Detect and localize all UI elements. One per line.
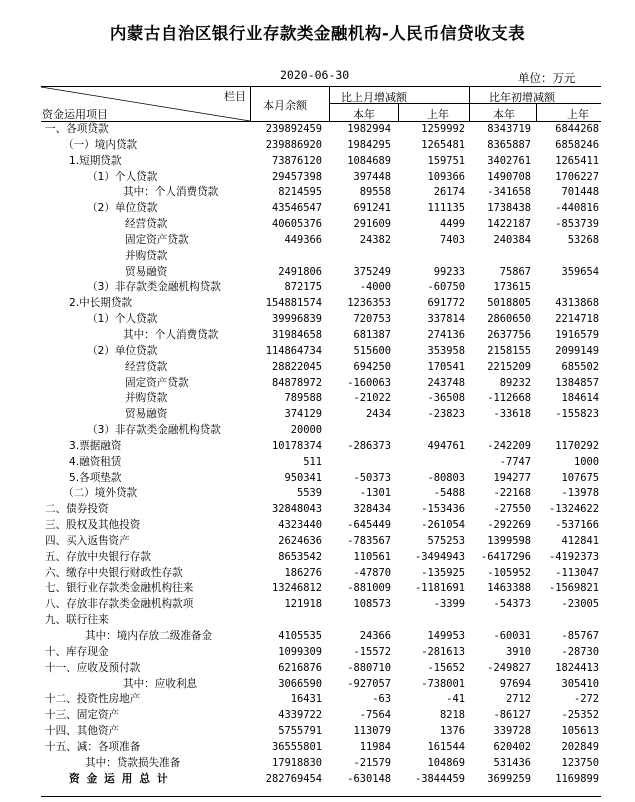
cell-value: 8365887 — [487, 138, 531, 151]
cell-value: 28822045 — [271, 360, 322, 373]
cell-value: 685502 — [561, 360, 599, 373]
row-label: 并购贷款 — [125, 249, 168, 262]
table-row — [41, 613, 601, 629]
cell-value: 89558 — [359, 186, 391, 199]
table-row — [41, 550, 601, 566]
table-row — [41, 423, 601, 439]
table-row — [41, 138, 601, 154]
cell-value: -153436 — [421, 503, 465, 516]
cell-value: -3494943 — [414, 550, 465, 563]
cell-value: 1738438 — [487, 202, 531, 215]
header-divider — [536, 103, 537, 121]
row-label: 四、买入返售资产 — [45, 534, 130, 547]
cell-value: 1170292 — [555, 439, 599, 452]
cell-value: 1490708 — [487, 170, 531, 183]
cell-value: 43546547 — [271, 202, 322, 215]
cell-value: 107675 — [561, 471, 599, 484]
cell-value: -86127 — [493, 709, 531, 722]
unit-label: 单位：万元 — [518, 71, 576, 85]
cell-value: 3066590 — [278, 677, 322, 690]
cell-value: -5488 — [433, 487, 465, 500]
table-row — [41, 122, 601, 138]
row-label: （二）境外贷款 — [63, 487, 138, 500]
cell-value: -1301 — [359, 487, 391, 500]
cell-value: 4323440 — [278, 519, 322, 532]
cell-value: 3910 — [505, 645, 531, 658]
row-label: 十、库存现金 — [45, 645, 109, 658]
cell-value: 75867 — [499, 265, 531, 278]
row-label: 二、债券投资 — [45, 503, 109, 516]
cell-value: 1384857 — [555, 376, 599, 389]
cell-value: 1236353 — [347, 297, 391, 310]
cell-value: 53268 — [567, 233, 599, 246]
cell-value: -630148 — [347, 772, 391, 785]
table-row — [41, 328, 601, 344]
cell-value: -33618 — [493, 408, 531, 421]
header-column-label: 栏目 — [224, 90, 246, 103]
cell-value: -1181691 — [414, 582, 465, 595]
cell-value: -1569821 — [548, 582, 599, 595]
cell-value: -272 — [573, 693, 599, 706]
cell-value: 10178374 — [271, 439, 322, 452]
cell-value: 1084689 — [347, 154, 391, 167]
cell-value: 24366 — [359, 630, 391, 642]
row-label: 经营贷款 — [125, 360, 168, 373]
cell-value: -15652 — [427, 661, 465, 674]
cell-value: -645449 — [347, 519, 391, 532]
cell-value: 274136 — [427, 328, 465, 341]
table-row — [41, 170, 601, 186]
cell-value: 6216876 — [278, 661, 322, 674]
table-row — [41, 566, 601, 582]
row-label: 八、存放非存款类金融机构款项 — [45, 598, 194, 611]
cell-value: 2214718 — [555, 313, 599, 326]
table-row — [41, 629, 601, 645]
table-row — [41, 518, 601, 534]
cell-value: 691241 — [353, 202, 391, 215]
cell-value: 239892459 — [265, 123, 322, 135]
row-label: （一）境内贷款 — [63, 138, 138, 151]
cell-value: 2491806 — [278, 265, 322, 278]
cell-value: 16431 — [290, 693, 322, 706]
cell-value: 789588 — [284, 392, 322, 405]
cell-value: 397448 — [353, 170, 391, 183]
cell-value: 8653542 — [278, 550, 322, 563]
cell-value: 105613 — [561, 725, 599, 738]
cell-value: -341658 — [487, 186, 531, 199]
table-row — [41, 724, 601, 740]
row-label: 5.各项垫款 — [69, 471, 122, 484]
table-row — [41, 391, 601, 407]
cell-value: -85767 — [561, 630, 599, 642]
row-label: （1）个人贷款 — [87, 170, 158, 183]
row-label: 十五、减：各项准备 — [45, 740, 141, 753]
row-label: 其中：应收利息 — [123, 677, 198, 690]
cell-value: -113047 — [555, 566, 599, 579]
table-row — [41, 407, 601, 423]
cell-value: -738001 — [421, 677, 465, 690]
cell-value: 375249 — [353, 265, 391, 278]
cell-value: 694250 — [353, 360, 391, 373]
cell-value: 1169899 — [555, 772, 599, 785]
table-row — [41, 471, 601, 487]
cell-value: 108573 — [353, 598, 391, 611]
table-body — [41, 122, 601, 787]
cell-value: 4313868 — [555, 297, 599, 310]
cell-value: 2215209 — [487, 360, 531, 373]
header-divider — [398, 103, 399, 121]
cell-value: 186276 — [284, 566, 322, 579]
cell-value: 97694 — [499, 677, 531, 690]
cell-value: -880710 — [347, 661, 391, 674]
cell-value: 305410 — [561, 677, 599, 690]
cell-value: 681387 — [353, 328, 391, 341]
cell-value: -7747 — [499, 455, 531, 468]
table-row — [41, 661, 601, 677]
row-label: 1.短期贷款 — [69, 154, 122, 167]
table-row — [41, 756, 601, 772]
table-row — [41, 677, 601, 693]
cell-value: 328434 — [353, 503, 391, 516]
cell-value: -927057 — [347, 677, 391, 690]
cell-value: 159751 — [427, 154, 465, 167]
cell-value: 5755791 — [278, 725, 322, 738]
cell-value: -47870 — [353, 566, 391, 579]
table-header — [41, 86, 601, 122]
cell-value: 110561 — [353, 550, 391, 563]
cell-value: 24382 — [359, 233, 391, 246]
header-this-year: 本年 — [353, 108, 375, 121]
cell-value: 17918830 — [271, 756, 322, 769]
cell-value: 1399598 — [487, 534, 531, 547]
table-row — [41, 154, 601, 170]
cell-value: 123750 — [561, 756, 599, 769]
row-label: 三、股权及其他投资 — [45, 519, 141, 532]
cell-value: 359654 — [561, 265, 599, 278]
cell-value: 6844268 — [555, 123, 599, 135]
table-row — [41, 581, 601, 597]
cell-value: 8214595 — [278, 186, 322, 199]
cell-value: -50373 — [353, 471, 391, 484]
page-title: 内蒙古自治区银行业存款类金融机构-人民币信贷收支表 — [109, 24, 526, 43]
cell-value: 73876120 — [271, 154, 322, 167]
cell-value: 1000 — [573, 455, 599, 468]
cell-value: 40605376 — [271, 218, 322, 231]
cell-value: -105952 — [487, 566, 531, 579]
cell-value: 173615 — [493, 281, 531, 294]
cell-value: 3402761 — [487, 154, 531, 167]
cell-value: -23823 — [427, 408, 465, 421]
table-row — [41, 201, 601, 217]
header-last-year: 上年 — [427, 108, 449, 121]
row-label: 一、各项贷款 — [45, 123, 109, 135]
cell-value: -60750 — [427, 281, 465, 294]
cell-value: -3844459 — [414, 772, 465, 785]
table-row — [41, 376, 601, 392]
table-row — [41, 439, 601, 455]
cell-value: 337814 — [427, 313, 465, 326]
cell-value: -15572 — [353, 645, 391, 658]
cell-value: 161544 — [427, 740, 465, 753]
table-row — [41, 280, 601, 296]
table-row — [41, 502, 601, 518]
cell-value: 26174 — [433, 186, 465, 199]
cell-value: -80803 — [427, 471, 465, 484]
table-row — [41, 296, 601, 312]
cell-value: -63 — [372, 693, 391, 706]
header-last-year-2: 上年 — [567, 108, 589, 121]
total-row — [41, 772, 601, 788]
cell-value: 13246812 — [271, 582, 322, 595]
cell-value: 515600 — [353, 344, 391, 357]
cell-value: -60031 — [493, 630, 531, 642]
cell-value: 194277 — [493, 471, 531, 484]
cell-value: 240384 — [493, 233, 531, 246]
cell-value: 5018805 — [487, 297, 531, 310]
header-vs-year-start: 比年初增减额 — [489, 91, 555, 104]
table-row — [41, 645, 601, 661]
table-row — [41, 692, 601, 708]
header-divider — [469, 87, 470, 121]
cell-value: 99233 — [433, 265, 465, 278]
row-label: 2.中长期贷款 — [69, 297, 133, 310]
cell-value: -3399 — [433, 598, 465, 611]
cell-value: 2712 — [505, 693, 531, 706]
cell-value: 1463388 — [487, 582, 531, 595]
table-row — [41, 249, 601, 265]
cell-value: -6417296 — [480, 550, 531, 563]
cell-value: 511 — [303, 455, 322, 468]
cell-value: 1422187 — [487, 218, 531, 231]
header-vs-last-month: 比上月增减额 — [341, 91, 407, 104]
cell-value: 1265481 — [421, 138, 465, 151]
cell-value: 104869 — [427, 756, 465, 769]
cell-value: 89232 — [499, 376, 531, 389]
cell-value: -1324622 — [548, 503, 599, 516]
table-row — [41, 740, 601, 756]
row-label: 其中：个人消费贷款 — [123, 328, 219, 341]
row-label: 贸易融资 — [125, 408, 168, 421]
cell-value: -7564 — [359, 709, 391, 722]
cell-value: 1982994 — [347, 123, 391, 135]
cell-value: 1259992 — [421, 123, 465, 135]
cell-value: 6858246 — [555, 138, 599, 151]
cell-value: 239886920 — [265, 138, 322, 151]
cell-value: -249827 — [487, 661, 531, 674]
cell-value: 339728 — [493, 725, 531, 738]
cell-value: 8343719 — [487, 123, 531, 135]
table-row — [41, 486, 601, 502]
table-row — [41, 233, 601, 249]
header-subdivider — [329, 103, 601, 104]
table-row — [41, 344, 601, 360]
row-label: （2）单位贷款 — [87, 202, 158, 215]
header-this-year-2: 本年 — [493, 108, 515, 121]
cell-value: 29457398 — [271, 170, 322, 183]
cell-value: 449366 — [284, 233, 322, 246]
row-label: 并购贷款 — [125, 392, 168, 405]
table-row — [41, 597, 601, 613]
cell-value: -4000 — [359, 281, 391, 294]
cell-value: 2434 — [365, 408, 391, 421]
row-label: 十三、固定资产 — [45, 709, 120, 722]
row-label: 4.融资租赁 — [69, 455, 122, 468]
row-label: （3）非存款类金融机构贷款 — [87, 281, 221, 294]
cell-value: 202849 — [561, 740, 599, 753]
cell-value: 36555801 — [271, 740, 322, 753]
table-row — [41, 455, 601, 471]
cell-value: 4339722 — [278, 709, 322, 722]
cell-value: 4105535 — [278, 630, 322, 642]
cell-value: -112668 — [487, 392, 531, 405]
cell-value: -36508 — [427, 392, 465, 405]
cell-value: 3699259 — [487, 772, 531, 785]
cell-value: 2158155 — [487, 344, 531, 357]
cell-value: 31984658 — [271, 328, 322, 341]
cell-value: -440816 — [555, 202, 599, 215]
cell-value: -27550 — [493, 503, 531, 516]
cell-value: 1265411 — [555, 154, 599, 167]
cell-value: 620402 — [493, 740, 531, 753]
report-date: 2020-06-30 — [280, 68, 350, 82]
row-label: 十一、应收及预付款 — [45, 661, 141, 674]
cell-value: 20000 — [290, 424, 322, 437]
cell-value: 720753 — [353, 313, 391, 326]
cell-value: -28730 — [561, 645, 599, 658]
row-label: 其中：境内存放二级准备金 — [85, 630, 213, 642]
row-label: 十二、投资性房地产 — [45, 693, 141, 706]
row-label: 资金运用总计 — [69, 772, 175, 785]
cell-value: 1916579 — [555, 328, 599, 341]
cell-value: 121918 — [284, 598, 322, 611]
table-row — [41, 185, 601, 201]
cell-value: 701448 — [561, 186, 599, 199]
cell-value: 170541 — [427, 360, 465, 373]
cell-value: -21022 — [353, 392, 391, 405]
cell-value: 109366 — [427, 170, 465, 183]
cell-value: 8218 — [439, 709, 465, 722]
cell-value: -783567 — [347, 534, 391, 547]
cell-value: 4499 — [439, 218, 465, 231]
cell-value: -13978 — [561, 487, 599, 500]
header-divider — [329, 87, 330, 121]
cell-value: 84878972 — [271, 376, 322, 389]
cell-value: 291609 — [353, 218, 391, 231]
cell-value: 149953 — [427, 630, 465, 642]
row-label: （1）个人贷款 — [87, 313, 158, 326]
cell-value: 1376 — [439, 725, 465, 738]
cell-value: 1706227 — [555, 170, 599, 183]
table-bottom-border — [41, 796, 601, 797]
row-label: 六、缴存中央银行财政性存款 — [45, 566, 183, 579]
row-label: 贸易融资 — [125, 265, 168, 278]
table-row — [41, 217, 601, 233]
cell-value: -881009 — [347, 582, 391, 595]
table-row — [41, 265, 601, 281]
cell-value: 184614 — [561, 392, 599, 405]
cell-value: -286373 — [347, 439, 391, 452]
cell-value: 2099149 — [555, 344, 599, 357]
header-balance: 本月余额 — [263, 99, 307, 112]
cell-value: 1099309 — [278, 645, 322, 658]
row-label: 经营贷款 — [125, 218, 168, 231]
row-label: 九、联行往来 — [45, 614, 109, 627]
table-row — [41, 534, 601, 550]
cell-value: 113079 — [353, 725, 391, 738]
cell-value: 950341 — [284, 471, 322, 484]
cell-value: 7403 — [439, 233, 465, 246]
row-label: 十四、其他资产 — [45, 725, 120, 738]
cell-value: -41 — [446, 693, 465, 706]
cell-value: 412841 — [561, 534, 599, 547]
cell-value: -21579 — [353, 756, 391, 769]
cell-value: -261054 — [421, 519, 465, 532]
row-label: 固定资产贷款 — [125, 376, 189, 389]
cell-value: -22168 — [493, 487, 531, 500]
row-label: 固定资产贷款 — [125, 233, 189, 246]
cell-value: 2624636 — [278, 534, 322, 547]
cell-value: 39996839 — [271, 313, 322, 326]
cell-value: -281613 — [421, 645, 465, 658]
table-row — [41, 312, 601, 328]
cell-value: 114864734 — [265, 344, 322, 357]
row-label: 五、存放中央银行存款 — [45, 550, 151, 563]
row-label: 七、银行业存款类金融机构往来 — [45, 582, 194, 595]
cell-value: -54373 — [493, 598, 531, 611]
cell-value: 111135 — [427, 202, 465, 215]
table-row — [41, 708, 601, 724]
cell-value: -242209 — [487, 439, 531, 452]
cell-value: -135925 — [421, 566, 465, 579]
row-label: （2）单位贷款 — [87, 344, 158, 357]
cell-value: 494761 — [427, 439, 465, 452]
cell-value: 243748 — [427, 376, 465, 389]
cell-value: 691772 — [427, 297, 465, 310]
cell-value: -292269 — [487, 519, 531, 532]
cell-value: 1824413 — [555, 661, 599, 674]
cell-value: -160063 — [347, 376, 391, 389]
cell-value: 531436 — [493, 756, 531, 769]
cell-value: 2860650 — [487, 313, 531, 326]
cell-value: 11984 — [359, 740, 391, 753]
cell-value: 5539 — [296, 487, 322, 500]
cell-value: 353958 — [427, 344, 465, 357]
cell-value: 2637756 — [487, 328, 531, 341]
cell-value: 575253 — [427, 534, 465, 547]
cell-value: -4192373 — [548, 550, 599, 563]
cell-value: -537166 — [555, 519, 599, 532]
table-row — [41, 360, 601, 376]
header-row-label: 资金运用项目 — [42, 108, 108, 121]
cell-value: -853739 — [555, 218, 599, 231]
cell-value: -23005 — [561, 598, 599, 611]
cell-value: 154881574 — [265, 297, 322, 310]
cell-value: -155823 — [555, 408, 599, 421]
row-label: 其中：贷款损失准备 — [85, 756, 181, 769]
cell-value: 872175 — [284, 281, 322, 294]
row-label: （3）非存款类金融机构贷款 — [87, 424, 221, 437]
cell-value: 374129 — [284, 408, 322, 421]
row-label: 其中：个人消费贷款 — [123, 186, 219, 199]
cell-value: 1984295 — [347, 138, 391, 151]
row-label: 3.票据融资 — [69, 439, 122, 452]
cell-value: 282769454 — [265, 772, 322, 785]
cell-value: -25352 — [561, 709, 599, 722]
cell-value: 32848043 — [271, 503, 322, 516]
header-divider — [250, 87, 251, 121]
